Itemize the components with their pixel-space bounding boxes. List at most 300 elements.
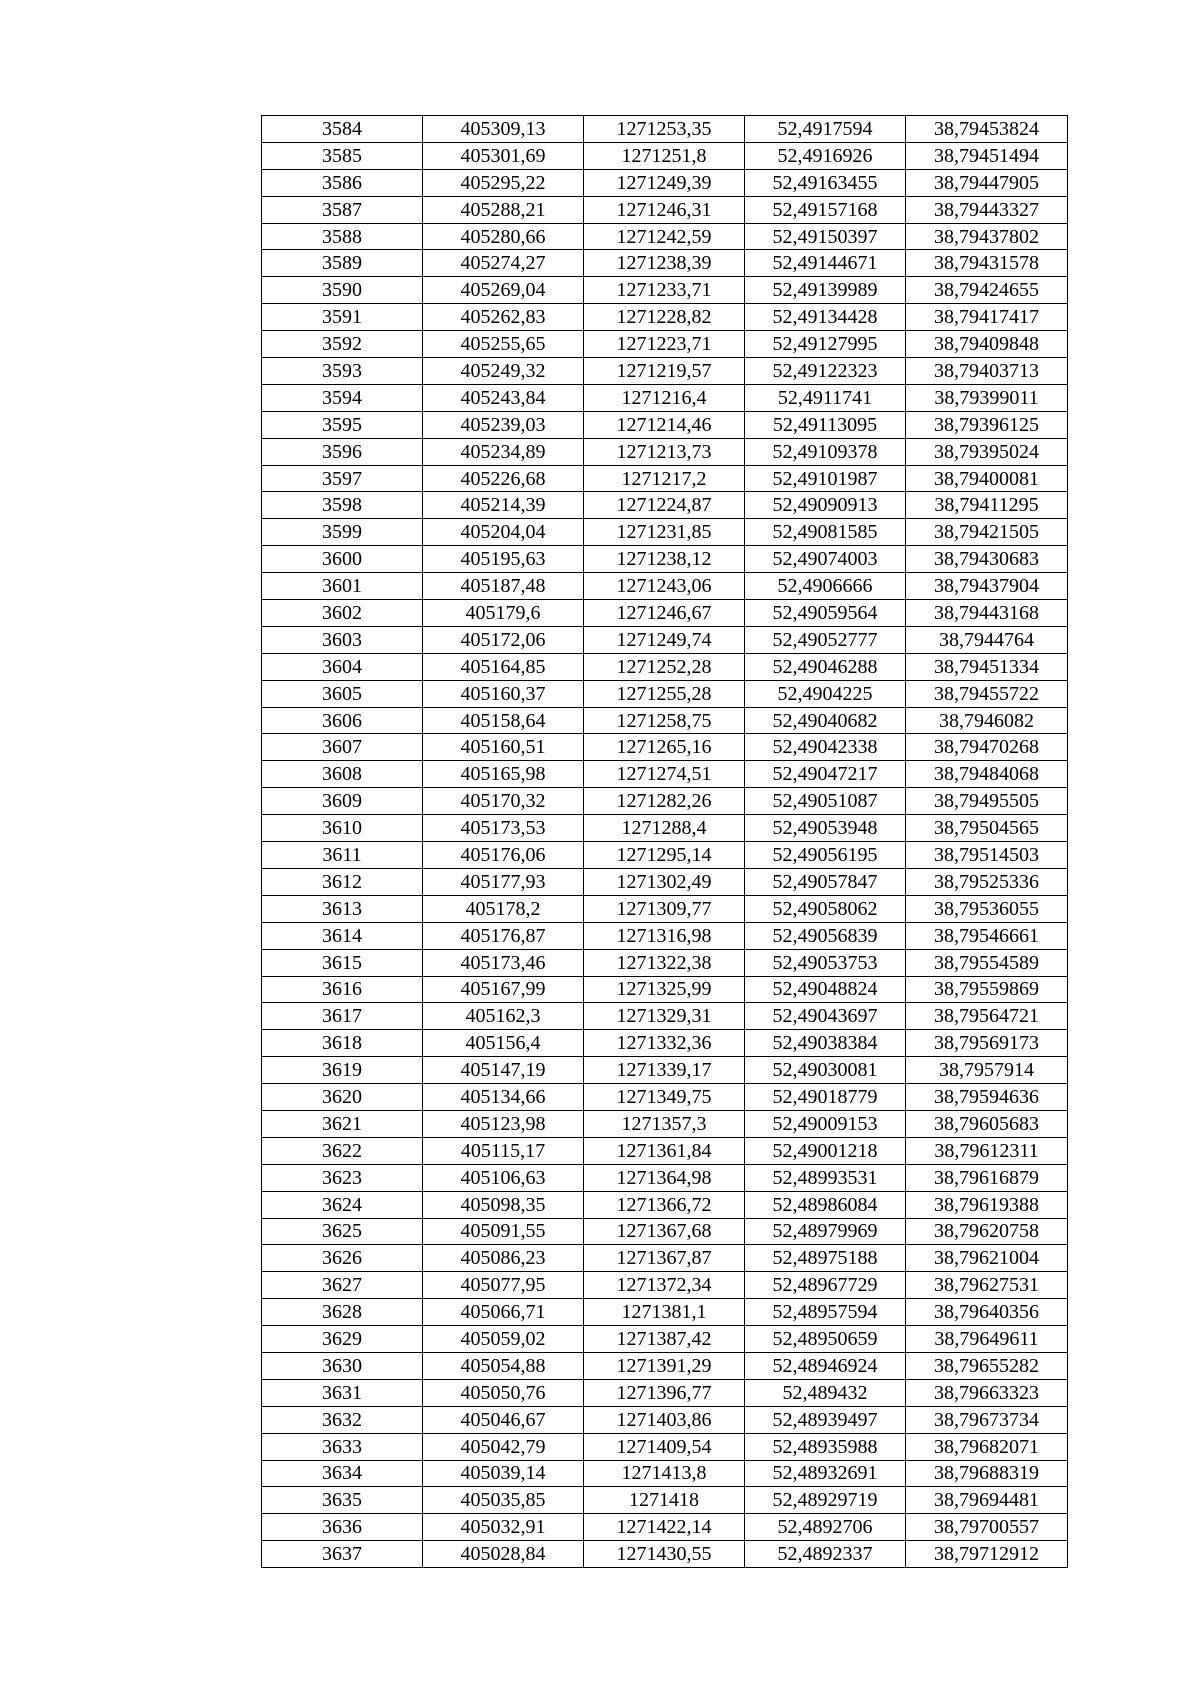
point-number-cell: 3636: [262, 1514, 423, 1541]
x-coordinate-cell: 405173,46: [423, 949, 584, 976]
point-number-cell: 3599: [262, 519, 423, 546]
point-number-cell: 3612: [262, 868, 423, 895]
x-coordinate-cell: 405176,87: [423, 922, 584, 949]
point-number-cell: 3634: [262, 1460, 423, 1487]
longitude-cell: 38,79569173: [906, 1030, 1068, 1057]
y-coordinate-cell: 1271302,49: [584, 868, 745, 895]
table-row: [262, 1406, 1068, 1433]
longitude-cell: 38,7946082: [906, 707, 1068, 734]
y-coordinate-cell: 1271217,2: [584, 465, 745, 492]
latitude-cell: 52,49038384: [745, 1030, 906, 1057]
y-coordinate-cell: 1271357,3: [584, 1110, 745, 1137]
latitude-cell: 52,4917594: [745, 116, 906, 143]
point-number-cell: 3590: [262, 277, 423, 304]
table-row: [262, 196, 1068, 223]
y-coordinate-cell: 1271214,46: [584, 411, 745, 438]
longitude-cell: 38,79396125: [906, 411, 1068, 438]
latitude-cell: 52,4916926: [745, 142, 906, 169]
longitude-cell: 38,79431578: [906, 250, 1068, 277]
x-coordinate-cell: 405098,35: [423, 1191, 584, 1218]
table-row: [262, 626, 1068, 653]
longitude-cell: 38,79688319: [906, 1460, 1068, 1487]
point-number-cell: 3623: [262, 1164, 423, 1191]
latitude-cell: 52,49057847: [745, 868, 906, 895]
y-coordinate-cell: 1271238,39: [584, 250, 745, 277]
y-coordinate-cell: 1271325,99: [584, 976, 745, 1003]
table-row: [262, 788, 1068, 815]
latitude-cell: 52,49052777: [745, 626, 906, 653]
y-coordinate-cell: 1271372,34: [584, 1272, 745, 1299]
y-coordinate-cell: 1271252,28: [584, 653, 745, 680]
y-coordinate-cell: 1271367,87: [584, 1245, 745, 1272]
point-number-cell: 3614: [262, 922, 423, 949]
x-coordinate-cell: 405173,53: [423, 815, 584, 842]
longitude-cell: 38,79437802: [906, 223, 1068, 250]
longitude-cell: 38,79649611: [906, 1326, 1068, 1353]
x-coordinate-cell: 405269,04: [423, 277, 584, 304]
table-row: [262, 976, 1068, 1003]
x-coordinate-cell: 405234,89: [423, 438, 584, 465]
x-coordinate-cell: 405134,66: [423, 1084, 584, 1111]
latitude-cell: 52,49059564: [745, 600, 906, 627]
x-coordinate-cell: 405195,63: [423, 546, 584, 573]
y-coordinate-cell: 1271316,98: [584, 922, 745, 949]
table-row: [262, 653, 1068, 680]
latitude-cell: 52,49048824: [745, 976, 906, 1003]
point-number-cell: 3589: [262, 250, 423, 277]
longitude-cell: 38,79612311: [906, 1137, 1068, 1164]
latitude-cell: 52,49122323: [745, 358, 906, 385]
point-number-cell: 3619: [262, 1057, 423, 1084]
x-coordinate-cell: 405255,65: [423, 331, 584, 358]
y-coordinate-cell: 1271413,8: [584, 1460, 745, 1487]
longitude-cell: 38,79546661: [906, 922, 1068, 949]
longitude-cell: 38,79455722: [906, 680, 1068, 707]
y-coordinate-cell: 1271288,4: [584, 815, 745, 842]
y-coordinate-cell: 1271349,75: [584, 1084, 745, 1111]
y-coordinate-cell: 1271396,77: [584, 1379, 745, 1406]
longitude-cell: 38,79564721: [906, 1003, 1068, 1030]
longitude-cell: 38,79594636: [906, 1084, 1068, 1111]
table-row: [262, 1326, 1068, 1353]
x-coordinate-cell: 405042,79: [423, 1433, 584, 1460]
latitude-cell: 52,489432: [745, 1379, 906, 1406]
x-coordinate-cell: 405059,02: [423, 1326, 584, 1353]
point-number-cell: 3584: [262, 116, 423, 143]
longitude-cell: 38,79536055: [906, 895, 1068, 922]
latitude-cell: 52,49030081: [745, 1057, 906, 1084]
latitude-cell: 52,48979969: [745, 1218, 906, 1245]
x-coordinate-cell: 405123,98: [423, 1110, 584, 1137]
y-coordinate-cell: 1271361,84: [584, 1137, 745, 1164]
x-coordinate-cell: 405160,51: [423, 734, 584, 761]
y-coordinate-cell: 1271216,4: [584, 384, 745, 411]
point-number-cell: 3597: [262, 465, 423, 492]
longitude-cell: 38,79400081: [906, 465, 1068, 492]
y-coordinate-cell: 1271255,28: [584, 680, 745, 707]
longitude-cell: 38,79712912: [906, 1541, 1068, 1568]
x-coordinate-cell: 405091,55: [423, 1218, 584, 1245]
latitude-cell: 52,49157168: [745, 196, 906, 223]
x-coordinate-cell: 405239,03: [423, 411, 584, 438]
coordinates-table: [261, 115, 1068, 1568]
point-number-cell: 3628: [262, 1299, 423, 1326]
x-coordinate-cell: 405077,95: [423, 1272, 584, 1299]
y-coordinate-cell: 1271332,36: [584, 1030, 745, 1057]
longitude-cell: 38,79514503: [906, 842, 1068, 869]
table-row: [262, 1110, 1068, 1137]
longitude-cell: 38,79447905: [906, 169, 1068, 196]
latitude-cell: 52,48967729: [745, 1272, 906, 1299]
latitude-cell: 52,49113095: [745, 411, 906, 438]
longitude-cell: 38,79605683: [906, 1110, 1068, 1137]
longitude-cell: 38,79640356: [906, 1299, 1068, 1326]
longitude-cell: 38,79421505: [906, 519, 1068, 546]
longitude-cell: 38,79663323: [906, 1379, 1068, 1406]
y-coordinate-cell: 1271251,8: [584, 142, 745, 169]
x-coordinate-cell: 405165,98: [423, 761, 584, 788]
table-row: [262, 1379, 1068, 1406]
table-row: [262, 223, 1068, 250]
table-row: [262, 1003, 1068, 1030]
point-number-cell: 3615: [262, 949, 423, 976]
table-row: [262, 1057, 1068, 1084]
longitude-cell: 38,79443168: [906, 600, 1068, 627]
y-coordinate-cell: 1271309,77: [584, 895, 745, 922]
latitude-cell: 52,48957594: [745, 1299, 906, 1326]
point-number-cell: 3605: [262, 680, 423, 707]
latitude-cell: 52,49081585: [745, 519, 906, 546]
table-row: [262, 169, 1068, 196]
longitude-cell: 38,79451334: [906, 653, 1068, 680]
x-coordinate-cell: 405262,83: [423, 304, 584, 331]
y-coordinate-cell: 1271282,26: [584, 788, 745, 815]
table-row: [262, 1245, 1068, 1272]
latitude-cell: 52,49046288: [745, 653, 906, 680]
coordinates-table-body: [262, 116, 1068, 1568]
y-coordinate-cell: 1271238,12: [584, 546, 745, 573]
latitude-cell: 52,49009153: [745, 1110, 906, 1137]
table-row: [262, 465, 1068, 492]
latitude-cell: 52,48939497: [745, 1406, 906, 1433]
table-row: [262, 761, 1068, 788]
table-row: [262, 1084, 1068, 1111]
point-number-cell: 3627: [262, 1272, 423, 1299]
table-row: [262, 1191, 1068, 1218]
latitude-cell: 52,49047217: [745, 761, 906, 788]
latitude-cell: 52,48993531: [745, 1164, 906, 1191]
point-number-cell: 3622: [262, 1137, 423, 1164]
table-row: [262, 546, 1068, 573]
longitude-cell: 38,79470268: [906, 734, 1068, 761]
table-row: [262, 600, 1068, 627]
x-coordinate-cell: 405086,23: [423, 1245, 584, 1272]
table-row: [262, 949, 1068, 976]
latitude-cell: 52,49053753: [745, 949, 906, 976]
y-coordinate-cell: 1271249,39: [584, 169, 745, 196]
latitude-cell: 52,49018779: [745, 1084, 906, 1111]
point-number-cell: 3611: [262, 842, 423, 869]
longitude-cell: 38,79451494: [906, 142, 1068, 169]
y-coordinate-cell: 1271387,42: [584, 1326, 745, 1353]
point-number-cell: 3592: [262, 331, 423, 358]
point-number-cell: 3624: [262, 1191, 423, 1218]
x-coordinate-cell: 405288,21: [423, 196, 584, 223]
table-row: [262, 1541, 1068, 1568]
y-coordinate-cell: 1271366,72: [584, 1191, 745, 1218]
point-number-cell: 3602: [262, 600, 423, 627]
point-number-cell: 3621: [262, 1110, 423, 1137]
table-row: [262, 358, 1068, 385]
table-row: [262, 1030, 1068, 1057]
point-number-cell: 3609: [262, 788, 423, 815]
y-coordinate-cell: 1271364,98: [584, 1164, 745, 1191]
x-coordinate-cell: 405226,68: [423, 465, 584, 492]
latitude-cell: 52,49144671: [745, 250, 906, 277]
x-coordinate-cell: 405050,76: [423, 1379, 584, 1406]
table-row: [262, 680, 1068, 707]
x-coordinate-cell: 405170,32: [423, 788, 584, 815]
latitude-cell: 52,49042338: [745, 734, 906, 761]
longitude-cell: 38,79495505: [906, 788, 1068, 815]
y-coordinate-cell: 1271258,75: [584, 707, 745, 734]
table-row: [262, 1272, 1068, 1299]
table-row: [262, 1460, 1068, 1487]
table-row: [262, 1433, 1068, 1460]
x-coordinate-cell: 405039,14: [423, 1460, 584, 1487]
latitude-cell: 52,49053948: [745, 815, 906, 842]
table-row: [262, 250, 1068, 277]
x-coordinate-cell: 405214,39: [423, 492, 584, 519]
table-row: [262, 116, 1068, 143]
y-coordinate-cell: 1271228,82: [584, 304, 745, 331]
latitude-cell: 52,49139989: [745, 277, 906, 304]
table-row: [262, 868, 1068, 895]
table-row: [262, 573, 1068, 600]
table-row: [262, 277, 1068, 304]
longitude-cell: 38,79411295: [906, 492, 1068, 519]
y-coordinate-cell: 1271224,87: [584, 492, 745, 519]
table-row: [262, 1514, 1068, 1541]
x-coordinate-cell: 405115,17: [423, 1137, 584, 1164]
table-row: [262, 1164, 1068, 1191]
x-coordinate-cell: 405187,48: [423, 573, 584, 600]
y-coordinate-cell: 1271403,86: [584, 1406, 745, 1433]
x-coordinate-cell: 405162,3: [423, 1003, 584, 1030]
point-number-cell: 3587: [262, 196, 423, 223]
x-coordinate-cell: 405204,04: [423, 519, 584, 546]
latitude-cell: 52,48946924: [745, 1352, 906, 1379]
latitude-cell: 52,49040682: [745, 707, 906, 734]
x-coordinate-cell: 405158,64: [423, 707, 584, 734]
point-number-cell: 3591: [262, 304, 423, 331]
longitude-cell: 38,7944764: [906, 626, 1068, 653]
y-coordinate-cell: 1271295,14: [584, 842, 745, 869]
longitude-cell: 38,79417417: [906, 304, 1068, 331]
longitude-cell: 38,79616879: [906, 1164, 1068, 1191]
x-coordinate-cell: 405106,63: [423, 1164, 584, 1191]
x-coordinate-cell: 405309,13: [423, 116, 584, 143]
longitude-cell: 38,79403713: [906, 358, 1068, 385]
latitude-cell: 52,49074003: [745, 546, 906, 573]
longitude-cell: 38,79655282: [906, 1352, 1068, 1379]
longitude-cell: 38,79620758: [906, 1218, 1068, 1245]
table-row: [262, 895, 1068, 922]
latitude-cell: 52,48975188: [745, 1245, 906, 1272]
point-number-cell: 3626: [262, 1245, 423, 1272]
latitude-cell: 52,48986084: [745, 1191, 906, 1218]
y-coordinate-cell: 1271430,55: [584, 1541, 745, 1568]
x-coordinate-cell: 405046,67: [423, 1406, 584, 1433]
latitude-cell: 52,48935988: [745, 1433, 906, 1460]
table-row: [262, 492, 1068, 519]
y-coordinate-cell: 1271391,29: [584, 1352, 745, 1379]
x-coordinate-cell: 405295,22: [423, 169, 584, 196]
point-number-cell: 3604: [262, 653, 423, 680]
latitude-cell: 52,48950659: [745, 1326, 906, 1353]
y-coordinate-cell: 1271231,85: [584, 519, 745, 546]
table-row: [262, 1487, 1068, 1514]
table-row: [262, 1137, 1068, 1164]
latitude-cell: 52,49101987: [745, 465, 906, 492]
point-number-cell: 3608: [262, 761, 423, 788]
latitude-cell: 52,4906666: [745, 573, 906, 600]
point-number-cell: 3598: [262, 492, 423, 519]
point-number-cell: 3633: [262, 1433, 423, 1460]
x-coordinate-cell: 405066,71: [423, 1299, 584, 1326]
longitude-cell: 38,79437904: [906, 573, 1068, 600]
table-row: [262, 519, 1068, 546]
point-number-cell: 3616: [262, 976, 423, 1003]
point-number-cell: 3585: [262, 142, 423, 169]
point-number-cell: 3625: [262, 1218, 423, 1245]
point-number-cell: 3586: [262, 169, 423, 196]
latitude-cell: 52,49163455: [745, 169, 906, 196]
table-row: [262, 842, 1068, 869]
x-coordinate-cell: 405147,19: [423, 1057, 584, 1084]
x-coordinate-cell: 405164,85: [423, 653, 584, 680]
y-coordinate-cell: 1271418: [584, 1487, 745, 1514]
y-coordinate-cell: 1271223,71: [584, 331, 745, 358]
latitude-cell: 52,49001218: [745, 1137, 906, 1164]
longitude-cell: 38,79682071: [906, 1433, 1068, 1460]
table-row: [262, 331, 1068, 358]
x-coordinate-cell: 405172,06: [423, 626, 584, 653]
table-row: [262, 142, 1068, 169]
y-coordinate-cell: 1271253,35: [584, 116, 745, 143]
longitude-cell: 38,79504565: [906, 815, 1068, 842]
table-row: [262, 1352, 1068, 1379]
longitude-cell: 38,79399011: [906, 384, 1068, 411]
y-coordinate-cell: 1271233,71: [584, 277, 745, 304]
latitude-cell: 52,49150397: [745, 223, 906, 250]
point-number-cell: 3610: [262, 815, 423, 842]
table-row: [262, 438, 1068, 465]
point-number-cell: 3630: [262, 1352, 423, 1379]
longitude-cell: 38,79525336: [906, 868, 1068, 895]
latitude-cell: 52,49127995: [745, 331, 906, 358]
latitude-cell: 52,49056839: [745, 922, 906, 949]
point-number-cell: 3606: [262, 707, 423, 734]
longitude-cell: 38,79619388: [906, 1191, 1068, 1218]
latitude-cell: 52,4911741: [745, 384, 906, 411]
x-coordinate-cell: 405156,4: [423, 1030, 584, 1057]
latitude-cell: 52,49090913: [745, 492, 906, 519]
y-coordinate-cell: 1271422,14: [584, 1514, 745, 1541]
point-number-cell: 3613: [262, 895, 423, 922]
point-number-cell: 3632: [262, 1406, 423, 1433]
x-coordinate-cell: 405176,06: [423, 842, 584, 869]
point-number-cell: 3595: [262, 411, 423, 438]
y-coordinate-cell: 1271242,59: [584, 223, 745, 250]
point-number-cell: 3620: [262, 1084, 423, 1111]
table-row: [262, 707, 1068, 734]
latitude-cell: 52,49134428: [745, 304, 906, 331]
y-coordinate-cell: 1271367,68: [584, 1218, 745, 1245]
longitude-cell: 38,79554589: [906, 949, 1068, 976]
latitude-cell: 52,49056195: [745, 842, 906, 869]
longitude-cell: 38,79559869: [906, 976, 1068, 1003]
y-coordinate-cell: 1271329,31: [584, 1003, 745, 1030]
y-coordinate-cell: 1271243,06: [584, 573, 745, 600]
longitude-cell: 38,79395024: [906, 438, 1068, 465]
point-number-cell: 3618: [262, 1030, 423, 1057]
y-coordinate-cell: 1271322,38: [584, 949, 745, 976]
table-row: [262, 384, 1068, 411]
longitude-cell: 38,79409848: [906, 331, 1068, 358]
x-coordinate-cell: 405179,6: [423, 600, 584, 627]
y-coordinate-cell: 1271246,67: [584, 600, 745, 627]
latitude-cell: 52,4904225: [745, 680, 906, 707]
latitude-cell: 52,49058062: [745, 895, 906, 922]
point-number-cell: 3601: [262, 573, 423, 600]
x-coordinate-cell: 405054,88: [423, 1352, 584, 1379]
point-number-cell: 3629: [262, 1326, 423, 1353]
table-row: [262, 734, 1068, 761]
y-coordinate-cell: 1271213,73: [584, 438, 745, 465]
y-coordinate-cell: 1271249,74: [584, 626, 745, 653]
x-coordinate-cell: 405028,84: [423, 1541, 584, 1568]
y-coordinate-cell: 1271219,57: [584, 358, 745, 385]
latitude-cell: 52,48929719: [745, 1487, 906, 1514]
longitude-cell: 38,79627531: [906, 1272, 1068, 1299]
x-coordinate-cell: 405301,69: [423, 142, 584, 169]
longitude-cell: 38,79621004: [906, 1245, 1068, 1272]
point-number-cell: 3635: [262, 1487, 423, 1514]
longitude-cell: 38,79424655: [906, 277, 1068, 304]
point-number-cell: 3631: [262, 1379, 423, 1406]
x-coordinate-cell: 405167,99: [423, 976, 584, 1003]
latitude-cell: 52,4892706: [745, 1514, 906, 1541]
point-number-cell: 3607: [262, 734, 423, 761]
longitude-cell: 38,79673734: [906, 1406, 1068, 1433]
table-row: [262, 1218, 1068, 1245]
latitude-cell: 52,4892337: [745, 1541, 906, 1568]
x-coordinate-cell: 405249,32: [423, 358, 584, 385]
y-coordinate-cell: 1271409,54: [584, 1433, 745, 1460]
point-number-cell: 3637: [262, 1541, 423, 1568]
y-coordinate-cell: 1271339,17: [584, 1057, 745, 1084]
x-coordinate-cell: 405243,84: [423, 384, 584, 411]
longitude-cell: 38,79484068: [906, 761, 1068, 788]
longitude-cell: 38,79700557: [906, 1514, 1068, 1541]
table-row: [262, 411, 1068, 438]
point-number-cell: 3617: [262, 1003, 423, 1030]
point-number-cell: 3588: [262, 223, 423, 250]
table-row: [262, 1299, 1068, 1326]
point-number-cell: 3600: [262, 546, 423, 573]
table-row: [262, 815, 1068, 842]
